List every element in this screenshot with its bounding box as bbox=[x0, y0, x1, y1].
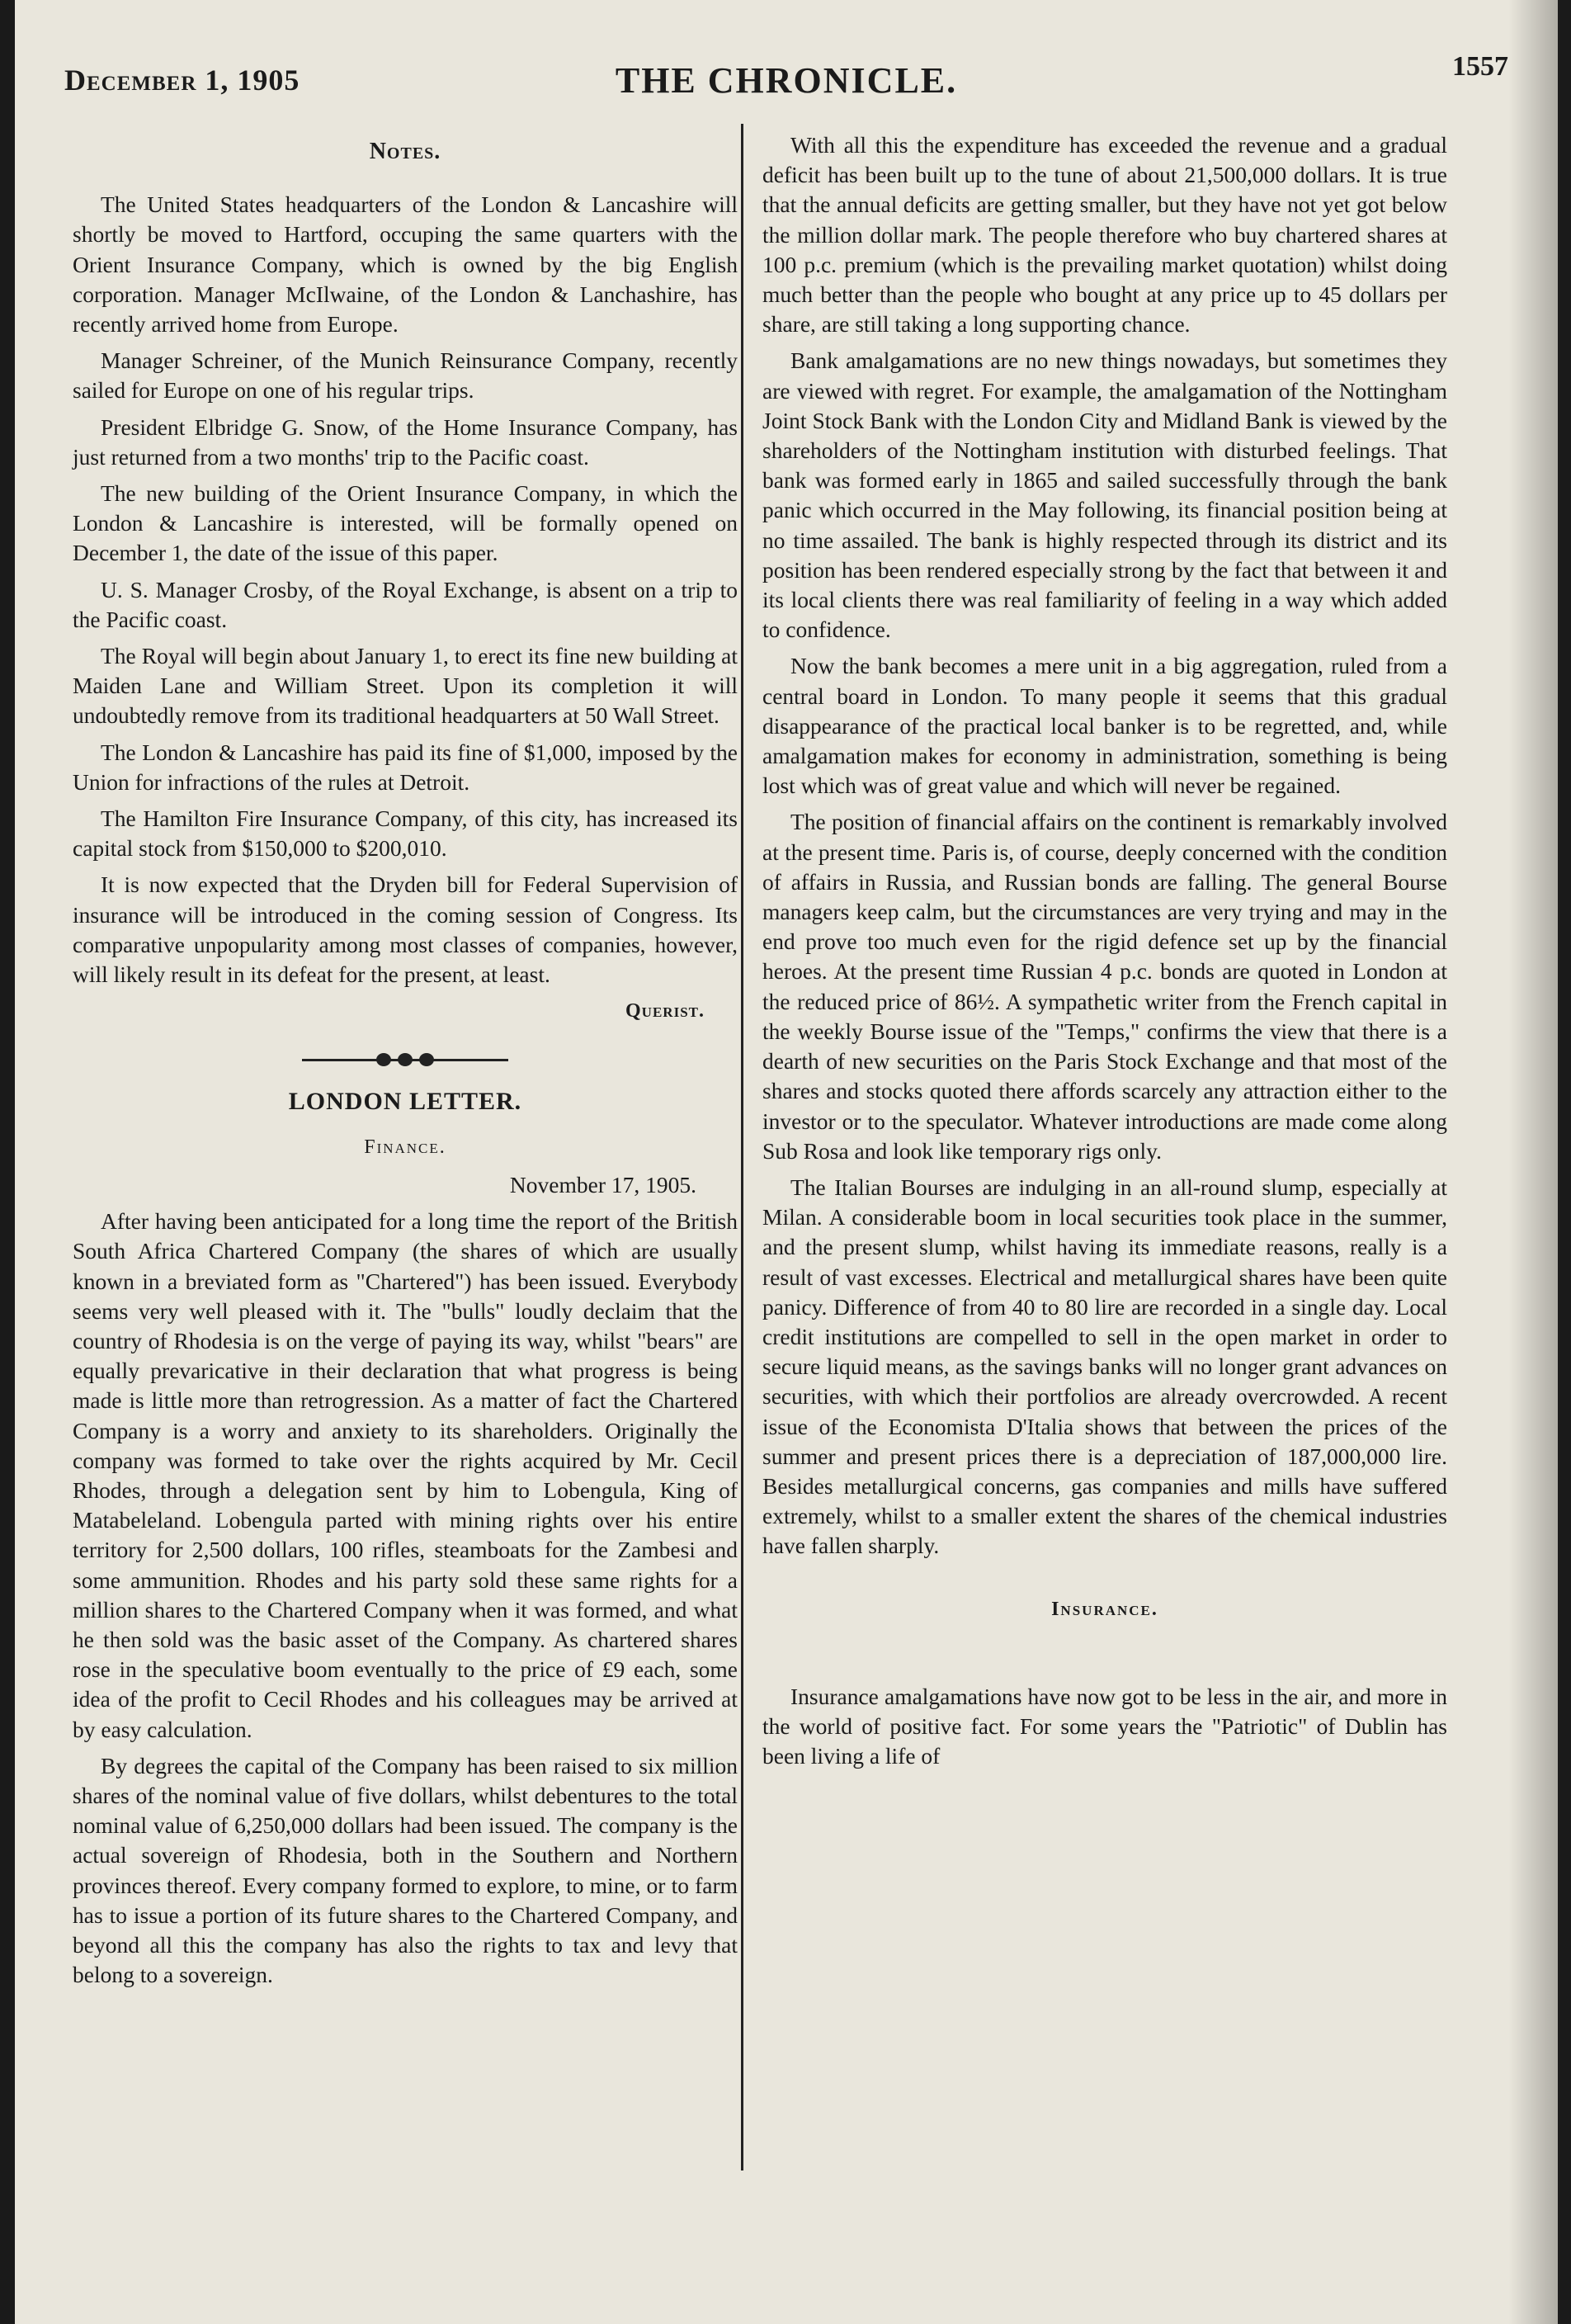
finance-paragraph: The position of financial affairs on the continent is remarkably involved at the present time. Paris is, of course, deeply concerned with the condition of affairs in Russia, and Russian bonds are falling. The general Bourse managers keep calm, but the circumstances are very trying and may in the end prove too much even for the rigid defence set up by the financial heroes. At the present time Russian 4 p.c. bonds are quoted in London at the reduced price of 86½. A sympathetic writer from the French capital in the weekly Bourse issue of the "Temps," confirms the view that there is a dearth of new securities on the Paris Stock Exchange and that most of the shares and stocks quoted there affords scarcely any attraction either to the investor or to the speculator. Whatever introductions are made come along Sub Rosa and look like temporary rigs only. bbox=[762, 809, 1447, 1164]
page-header bbox=[64, 43, 1508, 101]
notes-paragraph: It is now expected that the Dryden bill for Federal Supervision of insurance will be introduced in the coming session of Congress. Its comparative unpopularity among most classes of companies, however, will likely result in its defeat for the present, at least. bbox=[73, 872, 738, 988]
letter-dateline: November 17, 1905. bbox=[509, 1171, 696, 1197]
insurance-paragraph: Insurance amalgamations have now got to be less in the air, and more in the world of positive fact. For some years the "Patriotic" of Dublin has been living a life of bbox=[762, 1683, 1447, 1769]
finance-paragraph: Bank amalgamations are no new things nowadays, but sometimes they are viewed with regret. For example, the amalgamation of the Nottingham Joint Stock Bank with the London City and Midland Bank is viewed by the shareholders of the Nottingham institution with disturbed feelings. That bank was formed early in 1865 and sailed successfully through the bank panic which occurred in the May following, its financial position being at no time assailed. The bank is highly respected through its district and its position has been rendered especially strong by the fact that between it and its local clients there was real familiarity of feeling in a way which added to confidence. bbox=[762, 347, 1447, 643]
insurance-subheading: Insurance. bbox=[1051, 1598, 1158, 1620]
left-column bbox=[73, 132, 738, 1996]
notes-paragraph: U. S. Manager Crosby, of the Royal Exchange, is absent on a trip to the Pacific coast. bbox=[73, 576, 738, 632]
finance-paragraph: With all this the expenditure has exceeded the revenue and a gradual deficit has been built up to the tune of about 21,500,000 dollars. It is true that the annual deficits are getting smaller, but they have not yet got below the million dollar mark. The people therefore who buy chartered shares at 100 p.c. premium (which is the prevailing market quotation) whilst doing much better than the people who bought at any price up to 45 dollars per share, are still taking a long supporting chance. bbox=[762, 132, 1447, 338]
finance-paragraph: After having been anticipated for a long time the report of the British South Africa Chartered Company (the shares of which are usually known in a breviated form as "Chartered") has been issued. Everybody seems very well pleased with it. The "bulls" loudly declaim that the country of Rhodesia is on the verge of paying its way, whilst "bears" are equally prevaricative in their declaration that what progress is being made is little more than retrogression. As a matter of fact the Chartered Company is a worry and anxiety to its shareholders. Originally the company was formed to take over the rights acquired by Mr. Cecil Rhodes, through a delegation sent by him to Lobengula, King of Matabeleland. Lobengula parted with mining rights over his entire territory for 2,500 dollars, 100 rifles, steamboats for the Zambesi and some ammunition. Rhodes and his party sold these same rights for a million shares to the Chartered Company when it was formed, and what he then sold was the basic asset of the Company. As chartered shares rose in the speculative boom eventually to the price of £9 each, some idea of the profit to Cecil Rhodes and his colleagues may be arrived at by easy calculation. bbox=[73, 1208, 738, 1742]
notes-paragraph: The United States headquarters of the London & Lancashire will shortly be moved to Hartford, occuping the same quarters with the Orient Insurance Company, which is owned by the big English corporation. Manager McIlwaine, of the London & Lanchashire, has recently arrived home from Europe. bbox=[73, 191, 738, 338]
column-rule bbox=[741, 124, 743, 2170]
finance-paragraph: Now the bank becomes a mere unit in a big aggregation, ruled from a central board in London. To many people it seems that this gradual disappearance of the practical local banker is to be regretted, and, while amalgamation makes for economy in administration, something is being lost which was of great value and which will never be regained. bbox=[762, 653, 1447, 799]
notes-paragraph: The Hamilton Fire Insurance Company, of this city, has increased its capital stock from $150,000 to $200,010. bbox=[73, 805, 738, 862]
finance-subheading: Finance. bbox=[364, 1136, 446, 1158]
notes-paragraph: Manager Schreiner, of the Munich Reinsurance Company, recently sailed for Europe on one of his regular trips. bbox=[73, 347, 738, 404]
notes-paragraph: The Royal will begin about January 1, to erect its fine new building at Maiden Lane and William Street. Upon its completion it will undoubtedly remove from its traditional headquarters at 50 Wall Street. bbox=[73, 643, 738, 729]
notes-heading: Notes. bbox=[369, 139, 441, 164]
publication-title: THE CHRONICLE. bbox=[615, 60, 958, 101]
notes-paragraph: President Elbridge G. Snow, of the Home Insurance Company, has just returned from a two months' trip to the Pacific coast. bbox=[73, 413, 738, 470]
section-divider-ornament bbox=[302, 1051, 508, 1069]
finance-paragraph: By degrees the capital of the Company has been raised to six million shares of the nominal value of five dollars, whilst debentures to the total nominal value of 6,250,000 dollars had been issued. The company is the actual sovereign of Rhodesia, both in the Southern and Northern provinces thereof. Every company formed to explore, to mine, or to farm has to issue a portion of its future shares to the Chartered Company, and beyond all this the company has also the rights to tax and levy that belong to a sovereign. bbox=[73, 1752, 738, 1988]
london-letter-heading: LONDON LETTER. bbox=[288, 1088, 522, 1116]
notes-paragraph: The London & Lancashire has paid its fine of $1,000, imposed by the Union for infractions of the rules at Detroit. bbox=[73, 739, 738, 795]
notes-signature: Querist. bbox=[625, 1000, 705, 1023]
right-column bbox=[762, 130, 1447, 1778]
page-number: 1557 bbox=[1452, 51, 1508, 82]
header-date: December 1, 1905 bbox=[64, 64, 300, 97]
newspaper-page bbox=[15, 0, 1558, 2324]
notes-paragraph: The new building of the Orient Insurance Company, in which the London & Lancashire is interested, will be formally opened on December 1, the date of the issue of this paper. bbox=[73, 480, 738, 566]
page-edge-shadow bbox=[1508, 0, 1558, 2324]
finance-paragraph: The Italian Bourses are indulging in an all-round slump, especially at Milan. A considerable boom in local securities took place in the summer, and the present slump, whilst having its immediate reasons, really is a result of vast excesses. Electrical and metallurgical shares have been quite panicy. Difference of from 40 to 80 lire are recorded in a single day. Local credit institutions are compelled to sell in the open market in order to secure liquid means, as the savings banks will no longer grant advances on securities, with which their portfolios are already overcrowded. A recent issue of the Economista D'Italia shows that between the prices of the summer and present prices there is a depreciation of 187,000,000 lire. Besides metallurgical concerns, gas companies and mills have suffered extremely, whilst to a smaller extent the shares of the chemical industries have fallen sharply. bbox=[762, 1174, 1447, 1559]
